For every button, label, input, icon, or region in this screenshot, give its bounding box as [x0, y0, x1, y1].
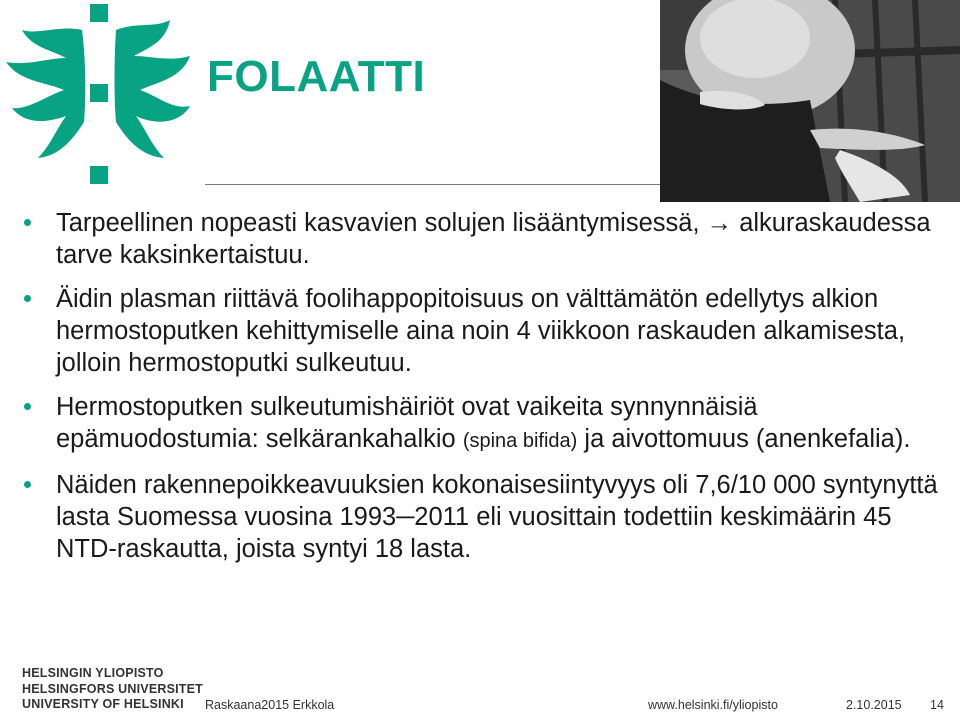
bullet-text: Hermostoputken sulkeutumishäiriöt ovat vaikeita synnynnäisiä epämuodostumia: selkärankahalkio	[56, 393, 758, 453]
bullet-dot	[24, 219, 31, 226]
university-name-en: UNIVERSITY OF HELSINKI	[22, 697, 184, 711]
bullet-dot	[24, 481, 31, 488]
bullet-text: ja aivottomuus (anenkefalia).	[577, 425, 911, 453]
bullet-list	[22, 207, 952, 577]
bullet-dot	[24, 295, 31, 302]
footer-date: 2.10.2015	[846, 698, 902, 712]
university-flame-logo	[0, 0, 200, 190]
university-name-fi: HELSINGIN YLIOPISTO	[22, 666, 164, 680]
footer-presenter: Raskaana2015 Erkkola	[205, 698, 335, 712]
bullet-item	[22, 207, 952, 271]
slide-title: FOLAATTI	[207, 52, 426, 101]
footer-website-link[interactable]: www.helsinki.fi/yliopisto	[648, 698, 778, 712]
bullet-text: Tarpeellinen nopeasti kasvavien solujen lisääntymisessä, → alkuraskaudessa tarve kaksinkertaistuu.	[56, 209, 931, 269]
bullet-item	[22, 469, 952, 565]
bullet-item	[22, 391, 952, 457]
pregnant-woman-photo	[660, 0, 960, 202]
bullet-text: Näiden rakennepoikkeavuuksien kokonaisesiintyvyys oli 7,6/10 000 syntynyttä lasta Suomessa vuosina 1993─2011 eli vuosittain todettiin keskimäärin 45 NTD-raskautta, joista syntyi 18 lasta.	[56, 471, 938, 563]
bullet-dot	[24, 403, 31, 410]
university-name-logo	[22, 666, 204, 713]
bullet-item	[22, 283, 952, 379]
bullet-text: Äidin plasman riittävä foolihappopitoisuus on välttämätön edellytys alkion hermostoputken kehittymiselle aina noin 4 viikkoon raskauden alkamisesta, jolloin hermostoputki sulkeutuu.	[56, 285, 906, 377]
footer-page-number: 14	[930, 698, 944, 712]
bullet-text-latin-term: (spina bifida)	[462, 430, 578, 452]
university-name-sv: HELSINGFORS UNIVERSITET	[22, 681, 204, 696]
